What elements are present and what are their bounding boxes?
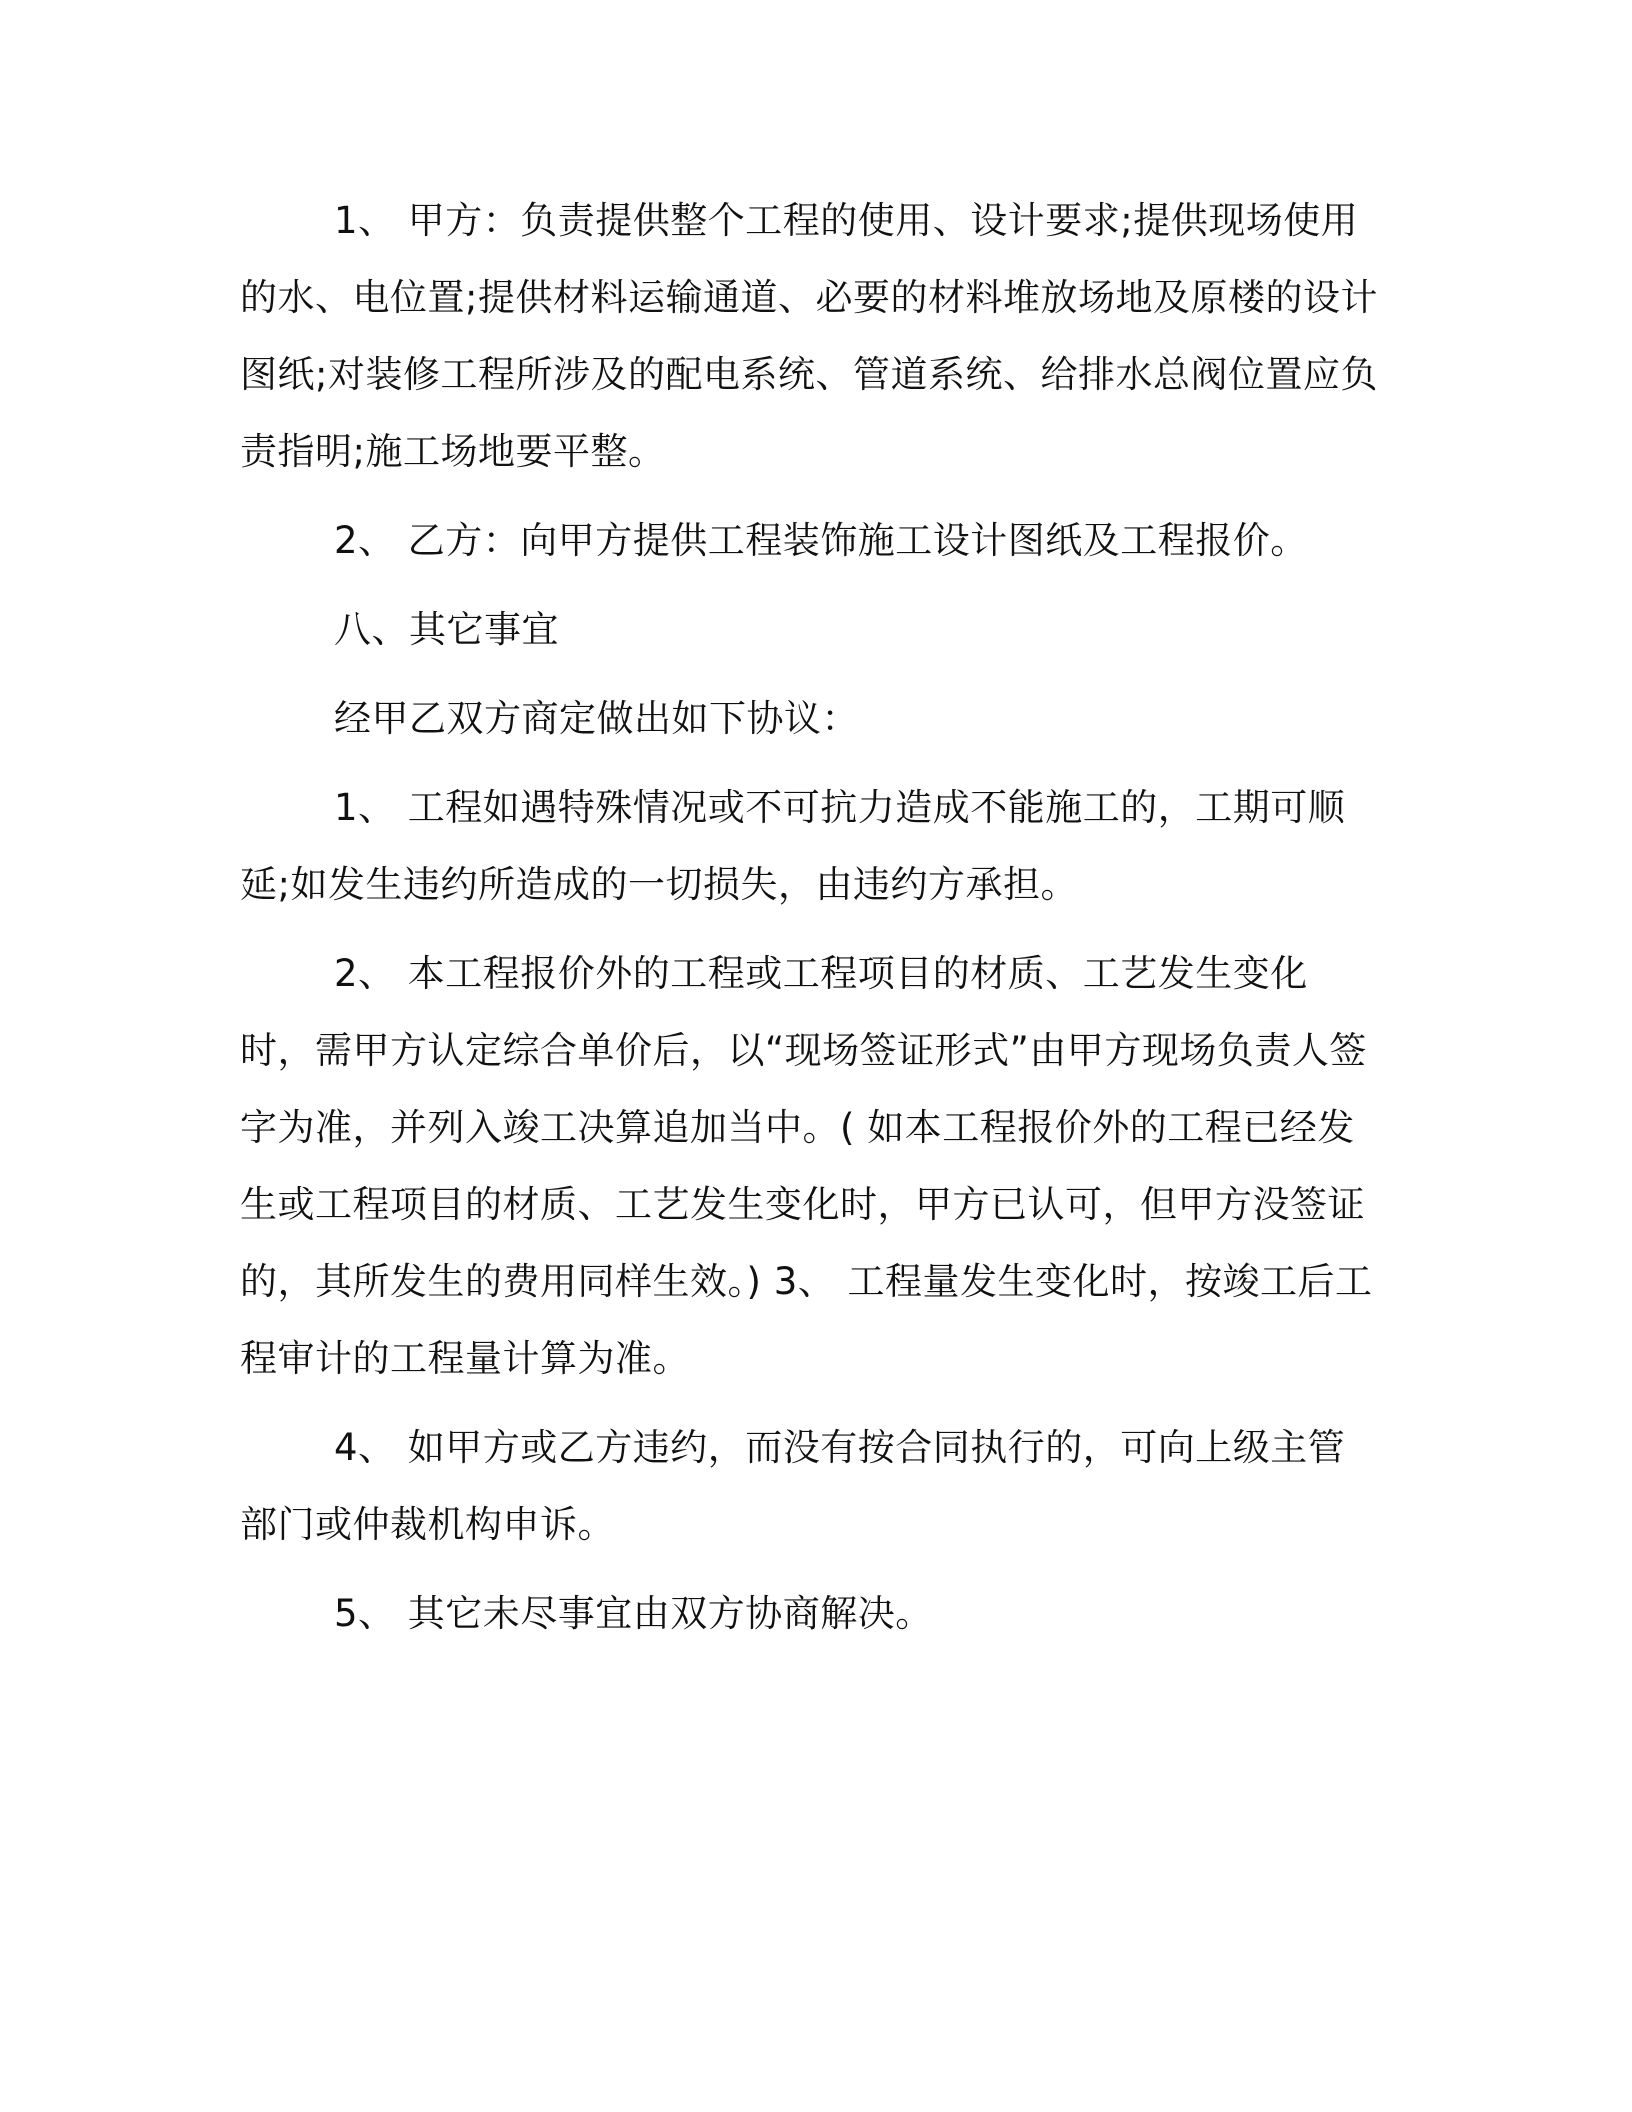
- document-body: [240, 182, 1380, 1664]
- section-heading-other-matters: 八、其它事宜: [334, 608, 559, 651]
- clause-force-majeure: 1、 工程如遇特殊情况或不可抗力造成不能施工的，工期可顺延;如发生违约所造成的一切损失，由违约方承担。: [240, 786, 1346, 906]
- clause-change-orders: 2、 本工程报价外的工程或工程项目的材质、工艺发生变化时，需甲方认定综合单价后，以“现场签证形式”由甲方现场负责人签字为准，并列入竣工决算追加当中。( 如本工程报价外的工程已经发生或工程项目的材质、工艺发生变化时，甲方已认可，但甲方没签证的，其所发生的费用同样生效。) 3、 工程量发生变化时，按竣工后工程审计的工程量计算为准。: [240, 952, 1373, 1380]
- clause-other-matters: 5、 其它未尽事宜由双方协商解决。: [334, 1592, 933, 1635]
- clause-party-a-duties: 1、 甲方：负责提供整个工程的使用、设计要求;提供现场使用的水、电位置;提供材料运输通道、必要的材料堆放场地及原楼的设计图纸;对装修工程所涉及的配电系统、管道系统、给排水总阀位置应负责指明;施工场地要平整。: [240, 199, 1378, 473]
- clause-party-b-duties: 2、 乙方：向甲方提供工程装饰施工设计图纸及工程报价。: [334, 519, 1308, 562]
- agreement-intro: 经甲乙双方商定做出如下协议：: [334, 697, 859, 740]
- clause-breach-appeal: 4、 如甲方或乙方违约，而没有按合同执行的，可向上级主管部门或仲裁机构申诉。: [240, 1426, 1346, 1546]
